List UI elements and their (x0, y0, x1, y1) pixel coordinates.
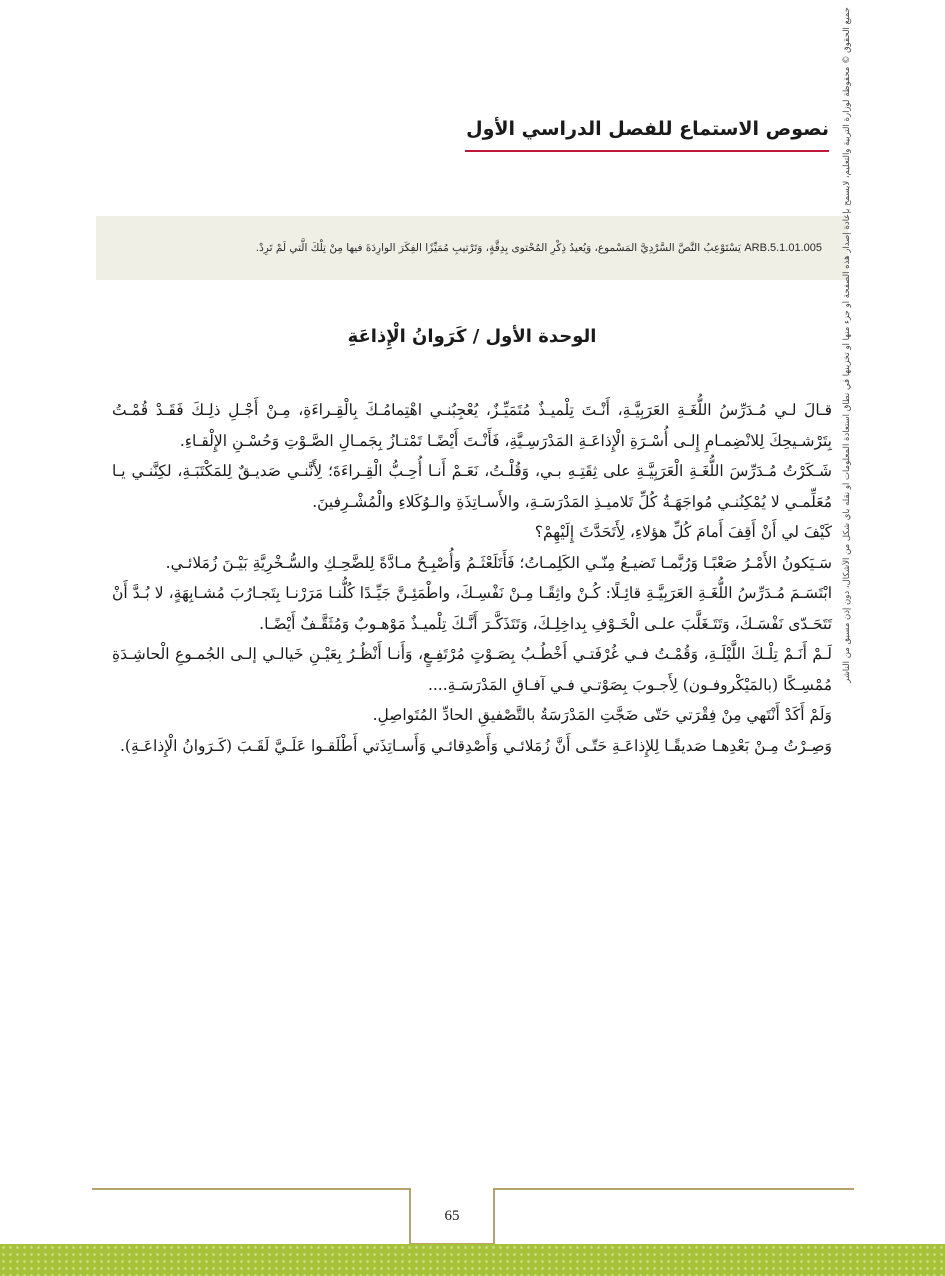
story-text (112, 395, 832, 761)
header-divider (465, 150, 829, 152)
paragraph: ابْتَسَـمَ مُـدَرِّسُ اللُّغَـةِ العَرَبِيَّـةِ قائِـلًا: كُـنْ واثِقًـا مِـنْ نَفْسِـكَ، واطْمَئِـنَّ جَيِّـدًا كُلُّنـا مَرَرْنـا بِتَجـارُبَ مُشـابِهَةٍ، لا بُـدَّ أَنْ تَتَحَـدّى نَفْسَـكَ، وَتَتَـغَلَّبَ علـى الْخَـوْفِ بِداخِلِـكَ، وَتَتَذَكَّـرَ أَنَّـكَ تِلْميـذٌ مَوْهـوبٌ وَمُثَقَّـفٌ أَيْضًـا. (112, 584, 832, 633)
learning-outcome (256, 242, 822, 254)
unit-title: الوحدة الأول / كَرَوانُ الْإِذاعَةِ (347, 326, 597, 347)
page-number: 65 (444, 1208, 460, 1224)
paragraph: قـالَ لـي مُـدَرِّسُ اللُّغَـةِ العَرَبِيَّـةِ، أَنْـتَ تِلْميـذٌ مُتَمَيِّـزٌ، يُعْجِبُنـي اهْتِمامُـكَ بِالْقِـراءَةِ، مِـنْ أَجْـلِ ذلِـكَ فَقَـدْ قُمْـتُ بِتَرْشـيحِكَ لِلانْضِمـامِ إِلـى أُسْـرَةِ الْإِذاعَـةِ المَدْرَسِـيَّةِ، فَأَنْـتَ أَيْضًـا تَمْتـازُ بِجَمـالِ الصَّـوْتِ وَحُسْـنِ الإِلْقـاءِ. (112, 401, 832, 450)
section-header-title: نصوص الاستماع للفصل الدراسي الأول (466, 118, 829, 140)
copyright-side-note: جميع الحقوق © محفوظة لوزارة التربية والتعليم، لايسمح بإعادة إصدار هذه الصفحة أو جزء منها أو تخزينها في نطاق استعادة المعلومات أو نقله بأي شكل من الأشكال، دون إذن مسبق من الناشر (842, 7, 852, 683)
outcome-code: ARB.5.1.01.005 (744, 242, 822, 254)
paragraph: لَـمْ أَنَـمْ تِلْـكَ اللَّيْلَـةِ، وَقُمْـتُ فـي غُرْفَتـي أَخْطُـبُ بِصَـوْتٍ مُرْتَفِـعٍ، وَأَنـا أَنْظُـرُ بِعَيْـنِ خَيالـي إلـى الجُمـوعِ الْحاشِـدَةِ مُمْسِـكًا (بالمَيْكْروفـون) لِأَجـوبَ بِصَوْتـي فـي آفـاقِ المَدْرَسَـةِ.... (112, 645, 832, 694)
learning-outcome-box (96, 216, 848, 280)
outcome-text: يَسْتَوْعِبُ النَّصَّ السَّرْدِيَّ المَسْموع، وَيُعيدُ ذِكْرِ المُحْتوى بِدِقَّةٍ، وَتَرْتيبِ مُمَيِّزًا الفِكَرَ الوارِدَةَ فيها مِنْ تِلْكَ الَّتي لَمْ تَرِدْ. (255, 242, 741, 254)
paragraph: شَـكَرْتُ مُـدَرِّسَ اللُّغَـةِ الْعَرَبِيَّـةِ على ثِقَتِـهِ بـي، وَقُلْـتُ، نَعَـمْ أَنـا أُحِـبُّ الْقِـراءَةَ؛ لِأَنَّنـي صَديـقٌ لِلمَكْتَبَـةِ، لكِنَّنـي يـا مُعَلِّمـي لا يُمْكِنُنـي مُواجَهَـةُ كُلِّ تَلاميـذِ المَدْرَسَـةِ، والأَسـاتِذَةِ والـوُكَلاءِ والْمُشْـرِفينَ. (112, 462, 832, 511)
paragraph: وَصِـرْتُ مِـنْ بَعْدِهـا صَديقًـا لِلإِذاعَـةِ حَتّـى أَنَّ زُمَلائـي وَأَصْدِقائـي وَأَسـاتِذَتي أَطْلَقـوا عَلَـيَّ لَقَـبَ (كَـرَوانُ الْإِذاعَـةِ). (119, 736, 832, 755)
paragraph: كَيْفَ لي أَنْ أَقِفَ أَمامَ كُلِّ هؤلاءِ، لِأَتَحَدَّثَ إِلَيْهِمْ؟ (534, 523, 832, 541)
paragraph: سَـيَكونُ الأَمْـرُ صَعْبًـا وَرُبَّمـا تَضيـعُ مِنّـي الكَلِمـاتُ؛ فَأَتَلَعْثَـمُ وَأُصْبِـحُ مـادَّةً لِلضَّحِـكِ والسُّـخْرِيَّةِ بَيْـنَ زُمَلائـي. (165, 553, 832, 572)
decorative-bottom-band (0, 1244, 945, 1276)
paragraph: وَلَمْ أَكَدْ أَنْتَهي مِنْ فِقْرَتي حَتّى ضَجَّتِ المَدْرَسَةُ بالتَّصْفيقِ الحادِّ المُتَواصِلِ. (372, 706, 832, 724)
